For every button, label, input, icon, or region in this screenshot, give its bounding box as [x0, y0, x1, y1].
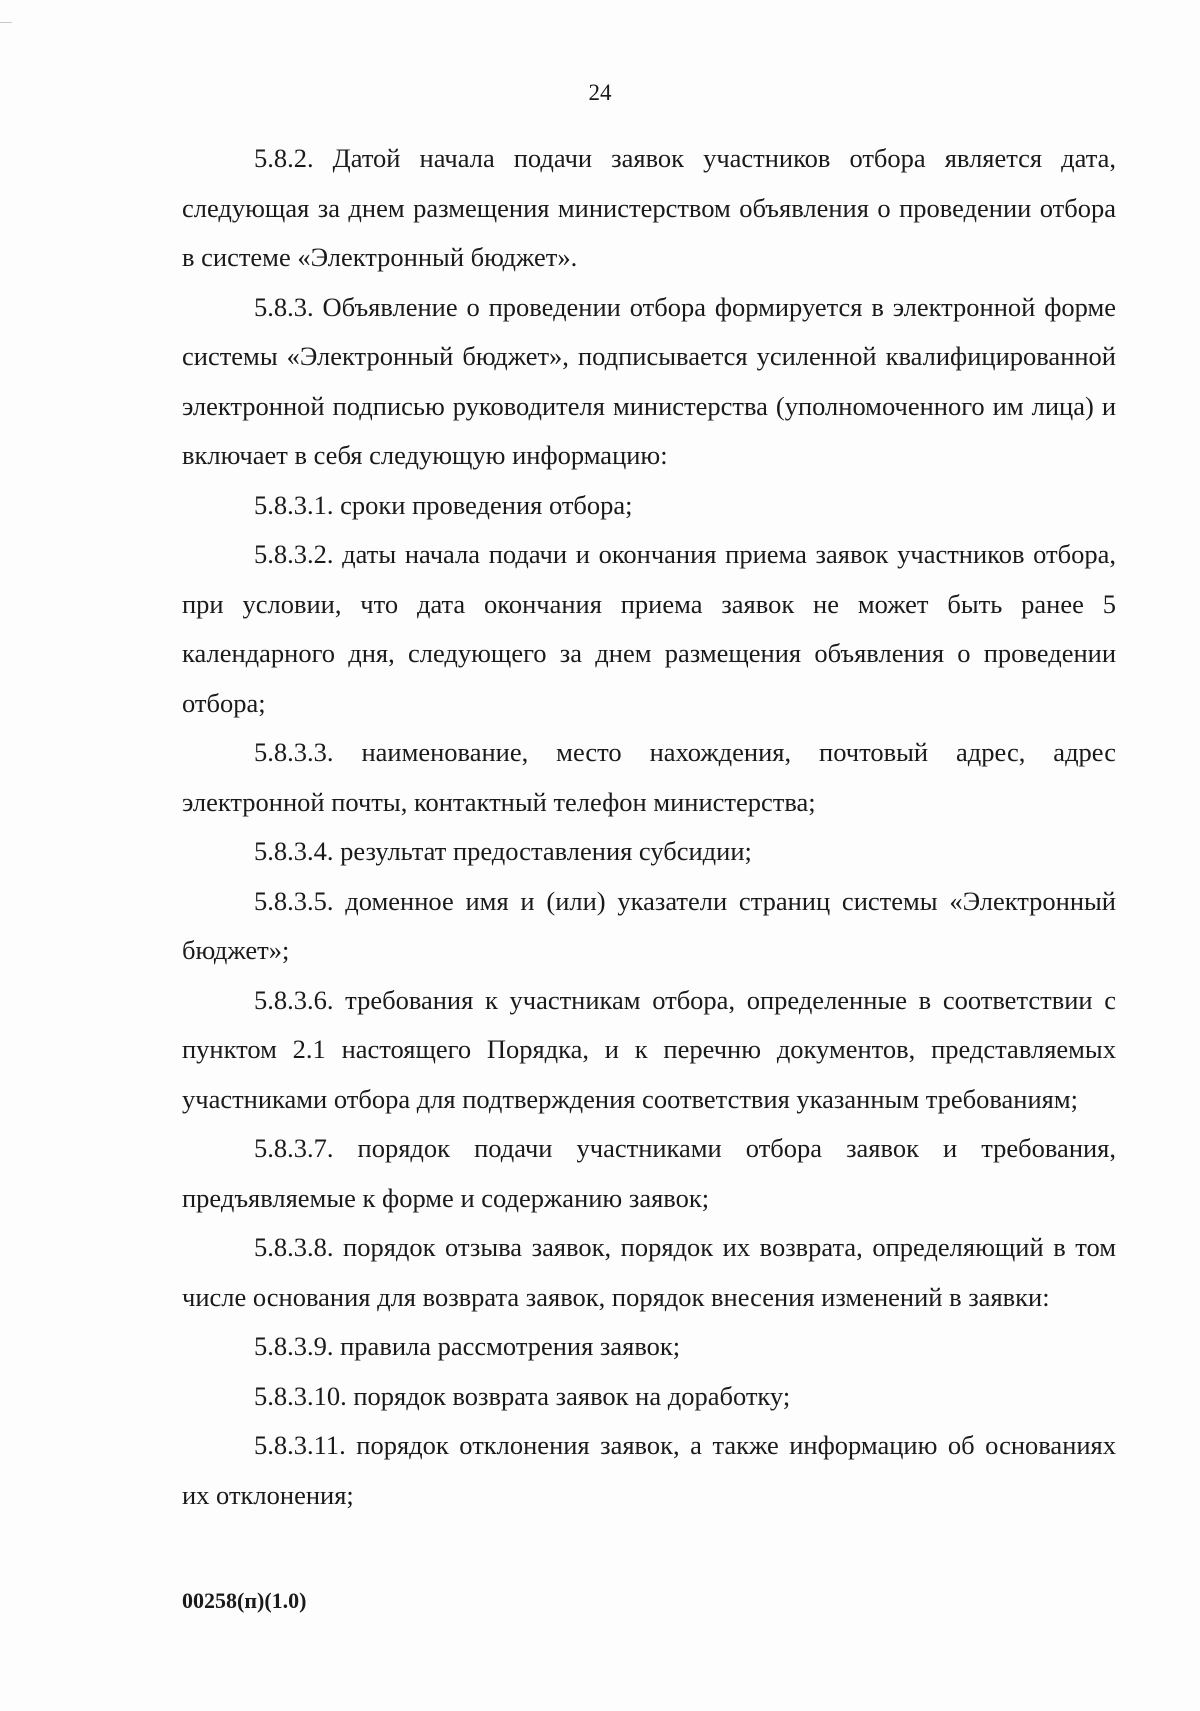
document-code: 00258(п)(1.0) — [182, 1588, 307, 1613]
paragraph-5-8-3-10: 5.8.3.10. порядок возврата заявок на доработку; — [254, 1380, 791, 1411]
paragraph-5-8-3-7: 5.8.3.7. порядок подачи участниками отбора заявок и требования, предъявляемые к форме и содержанию заявок; — [182, 1133, 1116, 1213]
scan-edge-mark — [0, 22, 12, 23]
paragraph-5-8-2: 5.8.2. Датой начала подачи заявок участников отбора является дата, следующая за днем размещения министерством объявления о проведении отбора в системе «Электронный бюджет». — [182, 143, 1116, 272]
document-body — [182, 134, 1116, 1520]
paragraph-5-8-3-6: 5.8.3.6. требования к участникам отбора, определенные в соответствии с пунктом 2.1 настоящего Порядка, и к перечню документов, представляемых участниками отбора для подтверждения соответствия указанным требованиям; — [182, 984, 1116, 1114]
paragraph-5-8-3-9: 5.8.3.9. правила рассмотрения заявок; — [254, 1331, 681, 1361]
paragraph-5-8-3: 5.8.3. Объявление о проведении отбора формируется в электронной форме системы «Электронный бюджет», подписывается усиленной квалифицированной электронной подписью руководителя министерства (уполномоченного им лица) и включает в себя следующую информацию: — [182, 291, 1116, 470]
paragraph-5-8-3-5: 5.8.3.5. доменное имя и (или) указатели страниц системы «Электронный бюджет»; — [182, 885, 1116, 965]
paragraph-5-8-3-4: 5.8.3.4. результат предоставления субсидии; — [254, 836, 752, 866]
page-number: 24 — [588, 80, 612, 105]
paragraph-5-8-3-1: 5.8.3.1. сроки проведения отбора; — [254, 489, 633, 520]
paragraph-5-8-3-2: 5.8.3.2. даты начала подачи и окончания приема заявок участников отбора, при условии, что дата окончания приема заявок не может быть ранее 5 календарного дня, следующего за днем размещения объявления о проведении отбора; — [182, 539, 1116, 718]
paragraph-5-8-3-11: 5.8.3.11. порядок отклонения заявок, а также информацию об основаниях их отклонения; — [182, 1430, 1116, 1510]
paragraph-5-8-3-3: 5.8.3.3. наименование, место нахождения, почтовый адрес, адрес электронной почты, контактный телефон министерства; — [182, 737, 1116, 817]
paragraph-5-8-3-8: 5.8.3.8. порядок отзыва заявок, порядок их возврата, определяющий в том числе основания для возврата заявок, порядок внесения изменений в заявки: — [182, 1232, 1116, 1312]
